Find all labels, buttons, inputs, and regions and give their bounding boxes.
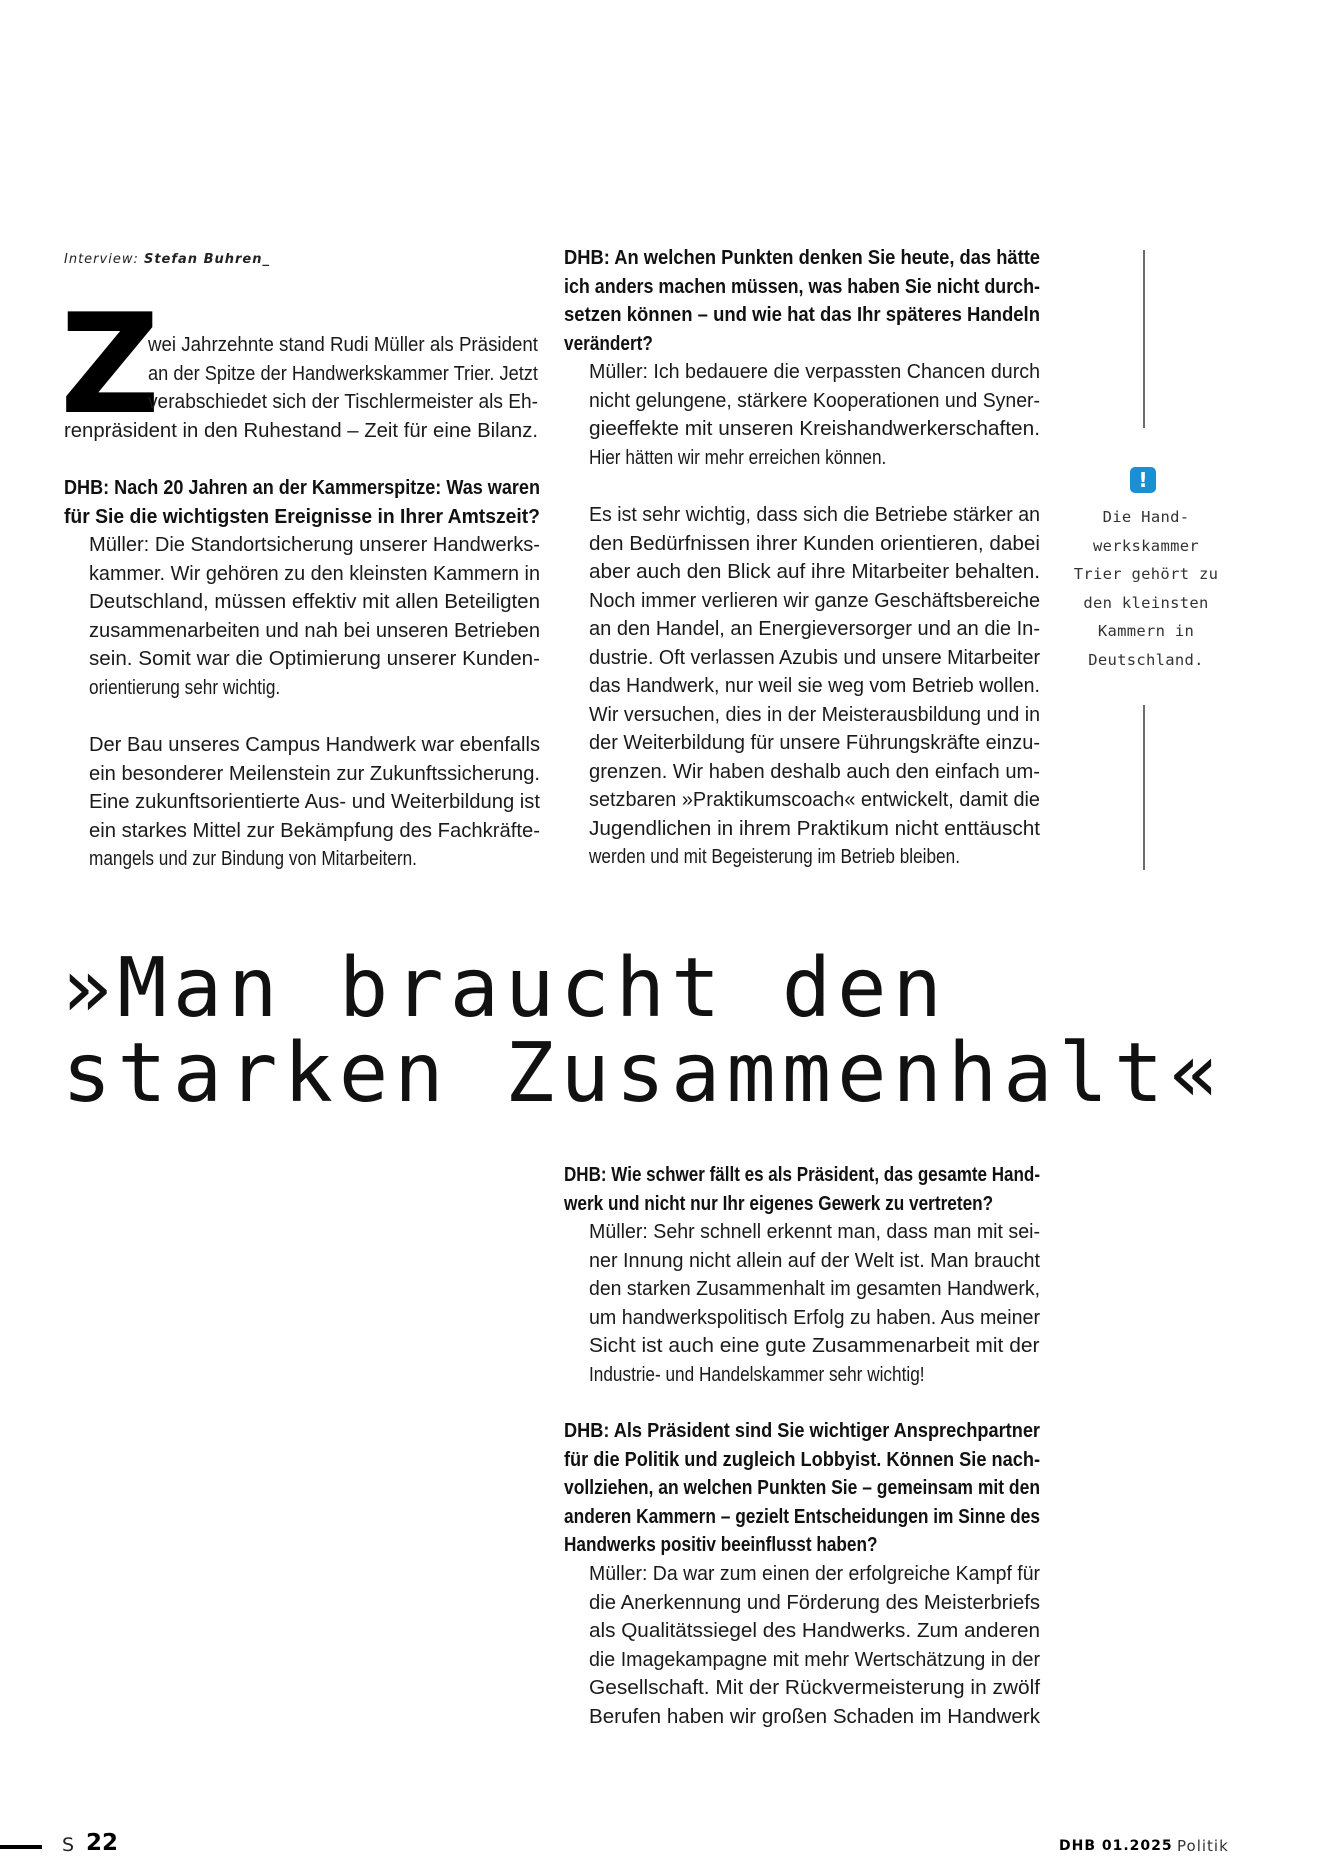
sidebar-note-line: den kleinsten — [1083, 593, 1209, 612]
answer-line: Hier hätten wir mehr erreichen können. — [589, 446, 887, 469]
question-line: DHB: Als Präsident sind Sie wichtiger Ansprechpartner — [564, 1420, 1040, 1442]
answer-line: der Weiterbildung für unsere Führungskräfte einzu- — [589, 732, 1040, 754]
issue-label: DHB 01.2025 — [1059, 1838, 1173, 1854]
answer-line: nicht gelungene, stärkere Kooperationen und Syner- — [589, 389, 1040, 412]
answer-line: Berufen haben wir großen Schaden im Handwerk — [589, 1705, 1040, 1728]
answer-line: Wir versuchen, dies in der Meisterausbildung und in — [589, 703, 1040, 726]
byline-author: Stefan Buhren_ — [143, 252, 270, 267]
section-label: Politik — [1177, 1837, 1229, 1855]
sidebar-rule-bottom — [1143, 705, 1145, 870]
answer-line: Müller: Die Standortsicherung unserer Handwerks- — [89, 534, 540, 556]
answer-line: den starken Zusammenhalt im gesamten Handwerk, — [589, 1278, 1040, 1300]
intro-line: renpräsident in den Ruhestand – Zeit für eine Bilanz. — [64, 419, 538, 442]
answer-line: grenzen. Wir haben deshalb auch den einfach um- — [589, 760, 1040, 783]
answer-line: Sicht ist auch eine gute Zusammenarbeit mit der — [589, 1335, 1040, 1357]
question-line: anderen Kammern – gezielt Entscheidungen im Sinne des — [564, 1505, 1040, 1528]
answer-line: sein. Somit war die Optimierung unserer Kunden- — [89, 648, 540, 670]
answer-line: die Imagekampagne mit mehr Wertschätzung in der — [589, 1648, 1040, 1671]
answer-line: Deutschland, müssen effektiv mit allen Beteiligten — [89, 591, 540, 613]
intro-line: an der Spitze der Handwerkskammer Trier. Jetzt — [148, 362, 538, 385]
info-exclamation-icon: ! — [1130, 467, 1156, 493]
answer-line: kammer. Wir gehören zu den kleinsten Kammern in — [89, 562, 540, 585]
answer-line: Jugendlichen in ihrem Praktikum nicht enttäuscht — [589, 817, 1040, 840]
question-line: für Sie die wichtigsten Ereignisse in Ihrer Amtszeit? — [64, 505, 540, 528]
answer-line: das Handwerk, nur weil sie weg vom Betrieb wollen. — [589, 675, 1040, 697]
question-line: ich anders machen müssen, was haben Sie nicht durch- — [564, 275, 1040, 298]
answer-line: mangels und zur Bindung von Mitarbeitern. — [89, 848, 417, 870]
sidebar-note-line: Deutschland. — [1088, 650, 1204, 669]
answer-line: Industrie- und Handelskammer sehr wichtig! — [589, 1363, 925, 1386]
question-line: Handwerks positiv beeinflusst haben? — [564, 1534, 878, 1556]
answer-line: orientierung sehr wichtig. — [89, 676, 281, 699]
answer-line: ein besonderer Meilenstein zur Zukunftssicherung. — [89, 762, 540, 785]
byline-label: Interview: — [64, 252, 139, 267]
intro-line: verabschiedet sich der Tischlermeister als Eh- — [148, 391, 538, 413]
answer-line: Der Bau unseres Campus Handwerk war ebenfalls — [89, 734, 540, 756]
answer-line: zusammenarbeiten und nah bei unseren Betrieben — [89, 619, 540, 642]
answer-line: Müller: Da war zum einen der erfolgreiche Kampf für — [589, 1563, 1040, 1585]
answer-line: ner Innung nicht allein auf der Welt ist. Man braucht — [589, 1249, 1040, 1272]
answer-line: dustrie. Oft verlassen Azubis und unsere Mitarbeiter — [589, 646, 1040, 669]
sidebar-note-line: Kammern in — [1097, 622, 1195, 640]
question-line: DHB: An welchen Punkten denken Sie heute, das hätte — [564, 247, 1040, 269]
answer-line: als Qualitätssiegel des Handwerks. Zum anderen — [589, 1620, 1040, 1642]
answer-line: ein starkes Mittel zur Bekämpfung des Fachkräfte- — [89, 819, 540, 842]
byline — [64, 252, 270, 267]
intro-line: wei Jahrzehnte stand Rudi Müller als Präsident — [148, 334, 538, 356]
page-number: 22 — [86, 1830, 119, 1856]
question-line: vollziehen, an welchen Punkten Sie – gemeinsam mit den — [564, 1477, 1040, 1499]
answer-line: aber auch den Blick auf ihre Mitarbeiter behalten. — [589, 561, 1040, 583]
sidebar-note-line: werkskammer — [1093, 536, 1199, 555]
answer-line: den Bedürfnissen ihrer Kunden orientieren, dabei — [589, 532, 1040, 555]
headline-line-1: »Man braucht den — [62, 941, 948, 1036]
question-line: für die Politik und zugleich Lobbyist. Können Sie nach- — [564, 1448, 1040, 1471]
answer-line: Müller: Ich bedauere die verpassten Chancen durch — [589, 361, 1040, 383]
answer-line: Eine zukunftsorientierte Aus- und Weiterbildung ist — [89, 791, 540, 813]
question-line: verändert? — [564, 332, 653, 355]
question-line: DHB: Nach 20 Jahren an der Kammerspitze: Was waren — [64, 477, 540, 499]
sidebar-note — [1068, 503, 1224, 674]
footer-rule — [0, 1845, 42, 1849]
answer-line: Müller: Sehr schnell erkennt man, dass man mit sei- — [589, 1221, 1040, 1243]
dropcap: Z — [60, 284, 161, 445]
sidebar-note-line: Die Hand- — [1102, 508, 1190, 526]
answer-line: Gesellschaft. Mit der Rückvermeisterung in zwölf — [589, 1677, 1040, 1699]
answer-line: Es ist sehr wichtig, dass sich die Betriebe stärker an — [589, 504, 1040, 526]
sidebar-rule-top — [1143, 250, 1145, 428]
answer-line: an den Handel, an Energieversorger und an die In- — [589, 618, 1040, 640]
answer-line: Noch immer verlieren wir ganze Geschäftsbereiche — [589, 589, 1040, 612]
headline-line-2: starken Zusammenhalt« — [62, 1026, 1225, 1121]
sidebar-note-line: Trier gehört zu — [1073, 565, 1219, 583]
question-line: DHB: Wie schwer fällt es als Präsident, das gesamte Hand- — [564, 1164, 1040, 1186]
question-line: setzen können – und wie hat das Ihr späteres Handeln — [564, 304, 1040, 326]
answer-line: gieeffekte mit unseren Kreishandwerkerschaften. — [589, 418, 1040, 440]
question-line: werk und nicht nur Ihr eigenes Gewerk zu vertreten? — [564, 1192, 994, 1215]
answer-line: werden und mit Begeisterung im Betrieb bleiben. — [589, 846, 960, 868]
page-prefix: S — [62, 1834, 75, 1856]
answer-line: setzbaren »Praktikumscoach« entwickelt, damit die — [589, 789, 1040, 811]
answer-line: um handwerkspolitisch Erfolg zu haben. Aus meiner — [589, 1306, 1040, 1329]
answer-line: die Anerkennung und Förderung des Meisterbriefs — [589, 1591, 1040, 1614]
